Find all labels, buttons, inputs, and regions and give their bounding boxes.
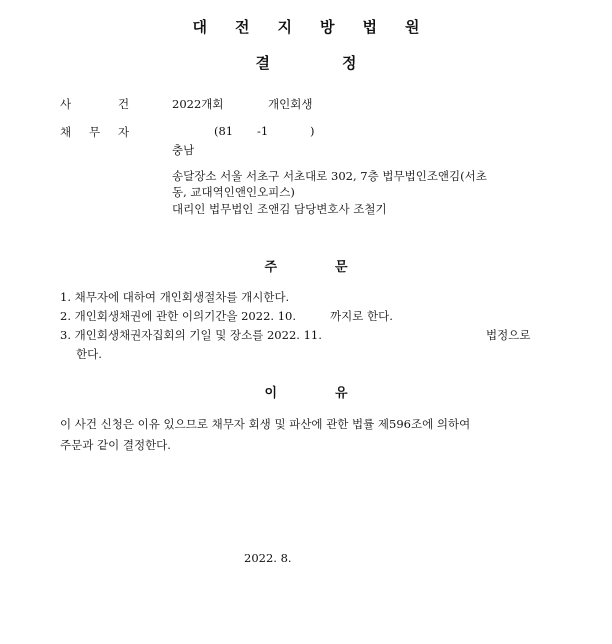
debtor-label-char-3: 자	[118, 125, 130, 139]
order-item-3: 3. 개인회생채권자집회의 기일 및 장소를 2022. 11.	[60, 328, 322, 342]
case-number: 2022개회	[172, 97, 224, 111]
order-section-title	[0, 256, 612, 275]
decision-date: 2022. 8.	[244, 551, 292, 565]
service-address-line-1: 송달장소 서울 서초구 서초대로 302, 7층 법무법인조앤김(서초	[172, 169, 487, 183]
order-item-2: 2. 개인회생채권에 관한 이의기간을 2022. 10.	[60, 309, 296, 323]
case-label-char-2: 건	[118, 97, 130, 111]
reason-line-2: 주문과 같이 결정한다.	[60, 438, 171, 452]
debtor-id-close: )	[310, 124, 315, 138]
document-type-left: 결	[255, 54, 270, 72]
order-title-right: 문	[335, 260, 348, 275]
debtor-agent: 대리인 법무법인 조앤김 담당변호사 조철기	[172, 202, 387, 216]
debtor-region: 충남	[172, 143, 195, 157]
court-name: 대전지방법원	[192, 18, 448, 36]
order-item-3-continuation: 한다.	[76, 347, 102, 361]
order-item-2-tail: 까지로 한다.	[330, 309, 393, 323]
case-type: 개인회생	[268, 97, 313, 111]
debtor-id-prefix: (81	[214, 124, 234, 138]
debtor-label-char-1: 채	[60, 125, 72, 139]
debtor-id-middle: -1	[257, 124, 269, 138]
reason-section-title	[0, 382, 612, 401]
service-address-line-2: 동, 교대역인앤인오피스)	[172, 185, 295, 199]
document-type-right: 정	[342, 54, 357, 72]
case-label-char-1: 사	[60, 97, 72, 111]
debtor-label-char-2: 무	[89, 125, 101, 139]
reason-line-1: 이 사건 신청은 이유 있으므로 채무자 회생 및 파산에 관한 법률 제596조에 의하여	[60, 417, 471, 431]
order-title-left: 주	[264, 260, 277, 275]
order-item-3-tail: 법정으로	[486, 328, 531, 342]
reason-title-left: 이	[264, 386, 277, 401]
document-type	[0, 52, 612, 73]
reason-title-right: 유	[335, 386, 348, 401]
order-item-1: 1. 채무자에 대하여 개인회생절차를 개시한다.	[60, 290, 290, 304]
